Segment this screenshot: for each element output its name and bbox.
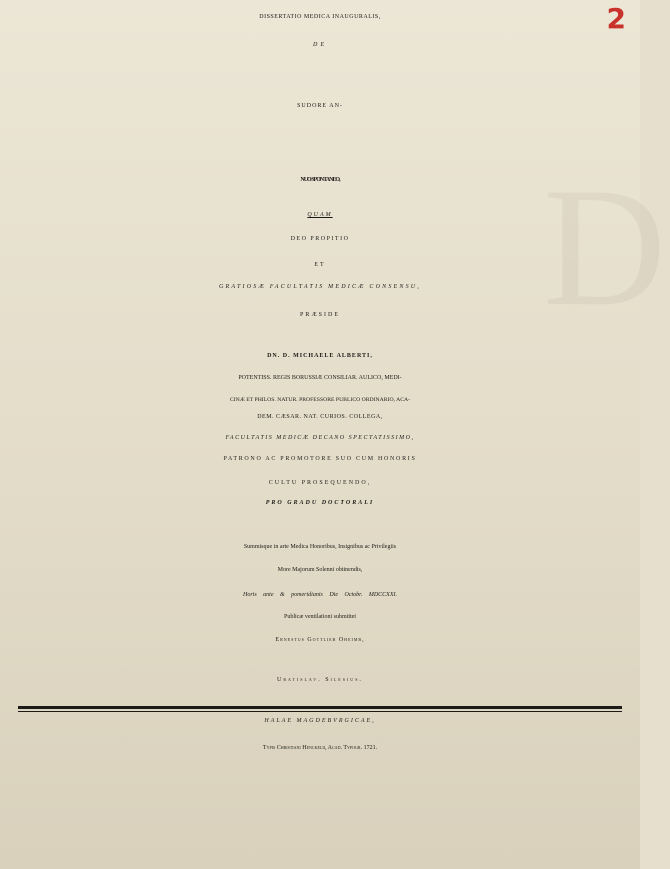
- header-line: DISSERTATIO MEDICA INAUGURALIS,: [259, 14, 381, 20]
- pro-gradu-line: PRO GRADU DOCTORALI: [265, 500, 375, 506]
- separator-rule-thick: [18, 706, 622, 709]
- publicae-line: Publicæ ventilationi submittet: [284, 614, 356, 620]
- imprint-city: HALAE MAGDEBVRGICAE,: [264, 718, 376, 724]
- cultu-line: CULTU PROSEQUENDO,: [268, 480, 372, 486]
- patrono-line: PATRONO AC PROMOTORE SUO CUM HONORIS: [223, 456, 417, 462]
- praeses-titles-3: DEM. CÆSAR. NAT. CURIOS. COLLEGA,: [257, 414, 383, 420]
- shelfmark-number: 2: [606, 2, 626, 35]
- praeses-name: DN. D. MICHAELE ALBERTI,: [267, 353, 373, 359]
- more-majorum-line: More Majorum Solenni obtinendis,: [277, 567, 363, 573]
- de-line: DE: [313, 42, 327, 48]
- date-line: Horis ante & pomeridianis Die Octobr. MDCCXXI.: [243, 592, 397, 598]
- deo-propitio-line: DEO PROPITIO: [290, 236, 350, 242]
- imprint-printer: Typis Christiani Henckelii, Acad. Typogr. 1721.: [262, 745, 378, 751]
- separator-rule-thin: [18, 711, 622, 712]
- et-line: ET: [314, 262, 326, 268]
- author-origin: Uratislav. Silesius.: [277, 677, 363, 683]
- bleed-through-letter: D: [543, 153, 670, 341]
- decano-line: FACULTATIS MEDICÆ DECANO SPECTATISSIMO,: [225, 435, 415, 441]
- summisque-line: Summisque in arte Medica Honoribus, Insignibus ac Privilegiis: [243, 544, 397, 550]
- main-title-1: SUDORE AN-: [297, 103, 343, 109]
- author-name: Ernestus Gottlieb Oheimb,: [275, 637, 365, 643]
- praeside-line: PRÆSIDE: [299, 312, 340, 318]
- quam-line: QUAM: [307, 212, 333, 218]
- praeses-titles-1: POTENTISS. REGIS BORUSSIÆ CONSILIAR. AULICO, MEDI-: [238, 375, 402, 381]
- gratiosae-line: GRATIOSÆ FACULTATIS MEDICÆ CONSENSU,: [218, 284, 422, 290]
- main-title-2: NUO SPONTANEO,: [300, 177, 340, 183]
- praeses-titles-2: CINÆ ET PHILOS. NATUR. PROFESSORE PUBLICO ORDINARIO, ACA-: [229, 397, 411, 403]
